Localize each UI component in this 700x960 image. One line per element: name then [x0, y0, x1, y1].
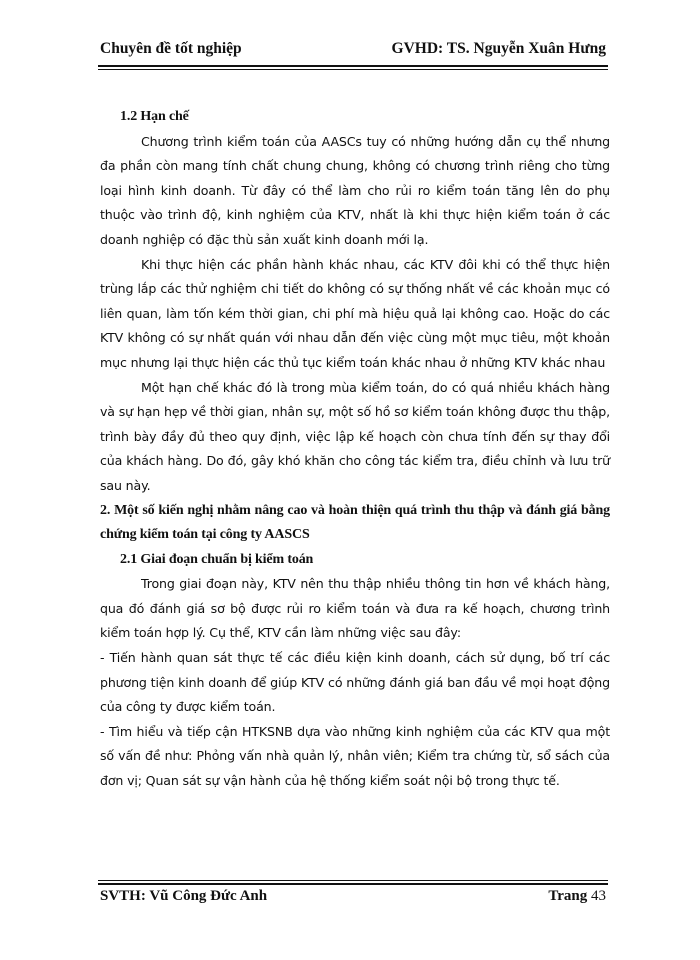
- page-footer: [100, 888, 606, 912]
- header-divider-thin: [98, 69, 608, 70]
- paragraph: Chương trình kiểm toán của AASCs tuy có những hướng dẫn cụ thể nhưng đa phần còn mang tính chất chung chung, không có chương trình riêng cho từng loại hình kinh doanh. Từ đây có thể làm cho rủi ro kiểm toán tăng lên do phụ thuộc vào trình độ, kinh nghiệm của KTV, nhất là khi thực hiện kiểm toán ở các doanh nghiệp có đặc thù sản xuất kinh doanh mới lạ.: [100, 133, 610, 247]
- footer-divider-thin: [98, 880, 608, 881]
- page-header: [100, 38, 606, 64]
- header-divider: [98, 65, 608, 67]
- page-number-value: 43: [591, 888, 606, 904]
- page-body: [100, 105, 610, 794]
- paragraph: Trong giai đoạn này, KTV nên thu thập nhiều thông tin hơn về khách hàng, qua đó đánh giá sơ bộ được rủi ro kiểm toán và đưa ra kế hoạch, chương trình kiểm toán hợp lý. Cụ thể, KTV cần làm những việc sau đây:: [100, 576, 610, 641]
- paragraph: Một hạn chế khác đó là trong mùa kiểm toán, do có quá nhiều khách hàng và sự hạn hẹp về thời gian, nhân sự, một số hồ sơ kiểm toán không được thu thập, trình bày đầy đủ theo quy định, việc lập kế hoạch còn chưa tính đến sự thay đổi của khách hàng. Do đó, gây khó khăn cho công tác kiểm tra, điều chỉnh và lưu trữ sau này.: [100, 379, 610, 493]
- page-label: Trang: [548, 888, 588, 904]
- paragraph: Khi thực hiện các phần hành khác nhau, các KTV đôi khi có thể thực hiện trùng lắp các thử nghiệm chi tiết do không có sự thống nhất về các khoản mục có liên quan, làm tốn kém thời gian, chi phí mà hiệu quả lại không cao. Hoặc do các KTV không có sự nhất quán với nhau dẫn đến việc cùng một mục tiêu, một khoản mục nhưng lại thực hiện các thủ tục kiểm toán khác nhau ở những KTV khác nhau: [100, 256, 610, 370]
- page-number: [548, 888, 606, 905]
- header-document-type: Chuyên đề tốt nghiệp: [100, 40, 242, 57]
- footer-divider: [98, 883, 608, 885]
- section-1-2-heading: 1.2 Hạn chế: [120, 109, 189, 124]
- section-2-1-heading: 2.1 Giai đoạn chuẩn bị kiểm toán: [120, 551, 314, 567]
- bullet-item: - Tiến hành quan sát thực tế các điều kiện kinh doanh, cách sử dụng, bố trí các phương tiện kinh doanh để giúp KTV có những đánh giá ban đầu về mọi hoạt động của công ty được kiểm toán.: [100, 650, 610, 715]
- footer-student: SVTH: Vũ Công Đức Anh: [100, 888, 268, 904]
- bullet-item: - Tìm hiểu và tiếp cận HTKSNB dựa vào những kinh nghiệm của các KTV qua một số vấn đề như: Phỏng vấn nhà quản lý, nhân viên; Kiểm tra chứng từ, sổ sách của đơn vị; Quan sát sự vận hành của hệ thống kiểm soát nội bộ trong thực tế.: [100, 723, 610, 789]
- header-advisor: GVHD: TS. Nguyễn Xuân Hưng: [391, 40, 606, 57]
- section-2-heading: 2. Một số kiến nghị nhằm nâng cao và hoàn thiện quá trình thu thập và đánh giá bằng chứng kiểm toán tại công ty AASCS: [100, 502, 610, 543]
